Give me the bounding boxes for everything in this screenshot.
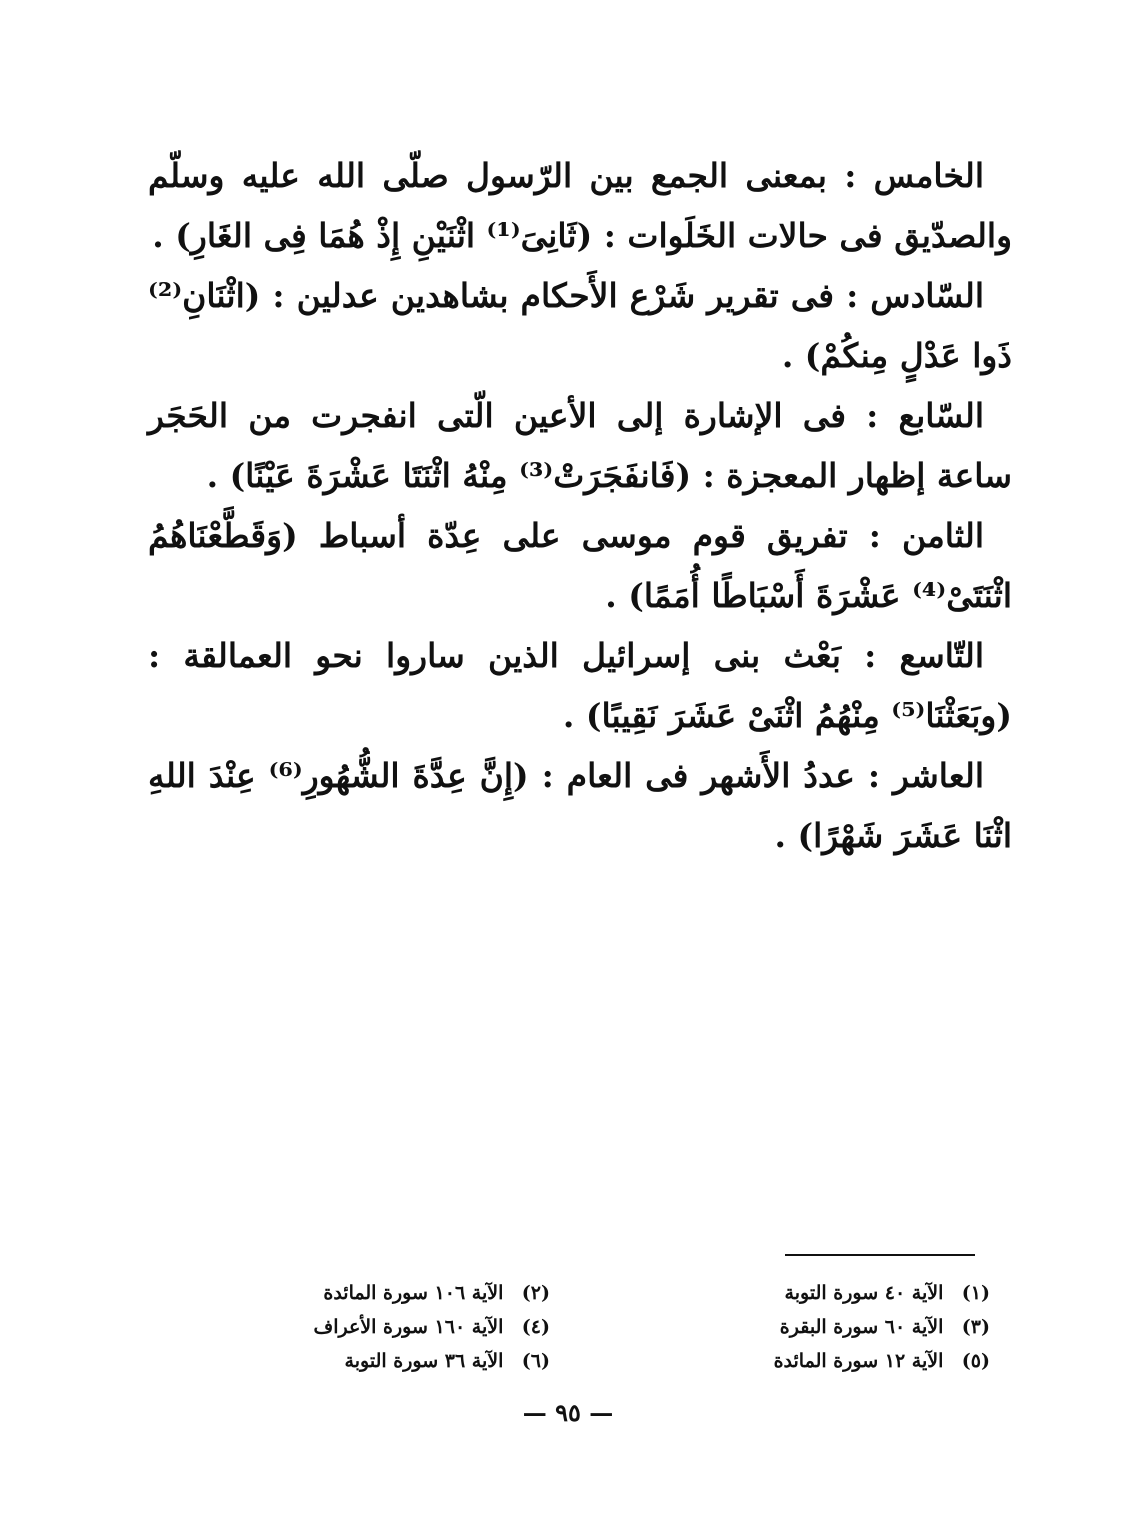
footnote-text: الآية ٤٠ سورة التوبة: [784, 1282, 944, 1304]
footnote-number: (١): [961, 1282, 990, 1304]
paragraph-tenth: العاشر : عددُ الأَشهر فى العام : (إِنَّ عِدَّةَ الشُّهُورِ⁽⁶⁾ عِنْدَ اللهِ اثْنَا عَشَرَ شَهْرًا) .: [148, 756, 1012, 855]
paragraph-ninth: التّاسع : بَعْث بنى إسرائيل الذين ساروا نحو العمالقة : (وبَعَثْنَا⁽⁵⁾ مِنْهُمُ اثْنَىْ عَشَرَ نَقِيبًا) .: [148, 636, 1012, 735]
footnote-5: [690, 1344, 990, 1378]
footnote-text: الآية ٣٦ سورة التوبة: [344, 1350, 504, 1372]
footnote-text: الآية ٦٠ سورة البقرة: [779, 1316, 944, 1338]
footnote-3: [690, 1310, 990, 1344]
footnote-text: الآية ١٢ سورة المائدة: [773, 1350, 944, 1372]
footnotes: [250, 1276, 990, 1386]
footnote-4: [250, 1310, 550, 1344]
paragraph-eighth: الثامن : تفريق قوم موسى على عِدّة أسباط (وَقَطَّعْنَاهُمُ اثْنَتَىْ⁽⁴⁾ عَشْرَةَ أَسْبَاطًا أُمَمًا) .: [148, 516, 1012, 615]
footnote-number: (٤): [521, 1316, 550, 1338]
body-text: [148, 146, 1012, 866]
footnote-column-left: [250, 1276, 550, 1378]
footnote-number: (٥): [961, 1350, 990, 1372]
footnote-text: الآية ١٠٦ سورة المائدة: [323, 1282, 504, 1304]
paragraph-seventh: السّابع : فى الإشارة إلى الأعين الّتى انفجرت من الحَجَر ساعة إظهار المعجزة : (فَانفَجَرَتْ⁽³⁾ مِنْهُ اثْنَتَا عَشْرَةَ عَيْنًا) .: [148, 396, 1012, 495]
footnote-1: [690, 1276, 990, 1310]
footnote-6: [250, 1344, 550, 1378]
paragraph-fifth: الخامس : بمعنى الجمع بين الرّسول صلّى الله عليه وسلّم والصدّيق فى حالات الخَلَوات : (ثَانِىَ⁽¹⁾ اثْنَيْنِ إِذْ هُمَا فِى الغَارِ) .: [148, 156, 1012, 255]
footnote-number: (٢): [521, 1282, 550, 1304]
page-number: — ٩٥ —: [522, 1398, 614, 1427]
footnote-divider: [785, 1254, 975, 1256]
footnote-number: (٣): [961, 1316, 990, 1338]
paragraph-sixth: السّادس : فى تقرير شَرْع الأَحكام بشاهدين عدلين : (اثْنَانِ⁽²⁾ ذَوا عَدْلٍ مِنكُمْ) .: [148, 276, 1012, 375]
footnote-column-right: [690, 1276, 990, 1378]
footnote-2: [250, 1276, 550, 1310]
footnote-number: (٦): [521, 1350, 550, 1372]
footnote-text: الآية ١٦٠ سورة الأعراف: [313, 1316, 504, 1338]
